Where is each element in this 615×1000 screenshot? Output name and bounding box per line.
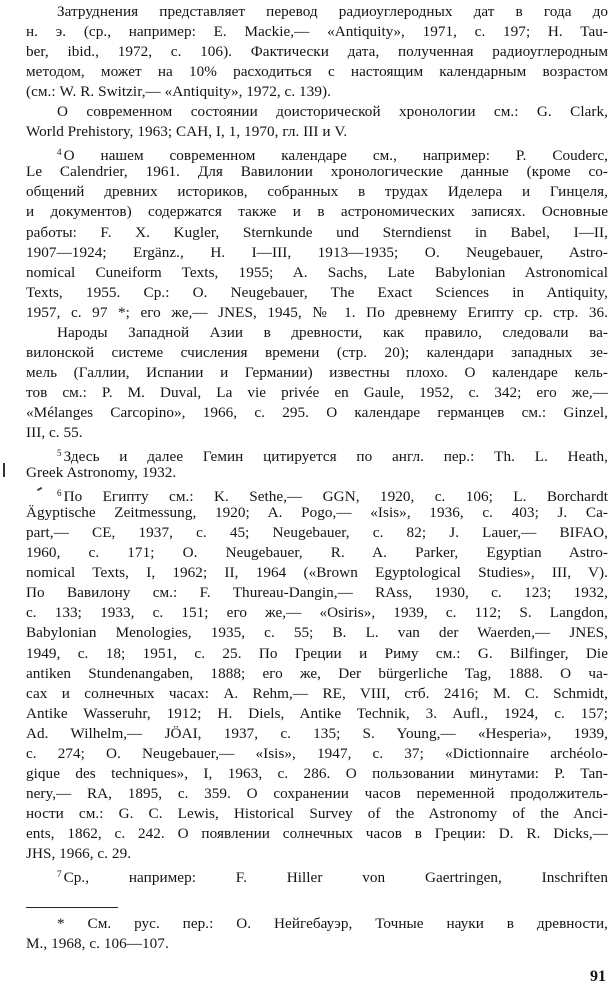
line-text: (см.: W. R. Switzir,— «Antiquity», 1972, с. 139).: [26, 83, 331, 101]
text-line: [26, 303, 608, 323]
line-text: ber, ibid., 1972, с. 106). Фактически дата, полученная радиоуглеродным: [26, 43, 608, 61]
text-line: [26, 2, 608, 22]
margin-mark: [3, 463, 5, 477]
line-text: «Mélanges Carcopino», 1966, с. 295. О календаре германцев см.: Ginzel,: [26, 403, 608, 421]
text-line: [26, 523, 608, 543]
text-line: [26, 383, 608, 403]
line-text: antiken Stundenangaben, 1888; его же, Der bürgerliche Tag, 1888. О ча-: [26, 664, 608, 682]
line-text: Babylonian Menologies, 1935, с. 55; B. L. van der Waerden,— JNES,: [26, 624, 608, 642]
footnote-number: 5: [57, 448, 62, 459]
line-text: 1907—1924; Ergänz., H. I—III, 1913—1935; O. Neugebauer, Astro-: [26, 243, 608, 261]
text-line: [26, 423, 608, 443]
text-line: [26, 563, 608, 583]
line-text: Ср., например: F. Hiller von Gaertringen, Inschriften: [63, 869, 608, 887]
text-line: [26, 463, 608, 483]
line-text: nomical Cuneiform Texts, 1955; A. Sachs, Late Babylonian Astronomical: [26, 263, 608, 281]
line-text: мель (Галлии, Испании и Германии) известны плохо. О календаре кель-: [26, 363, 608, 381]
text-line: [26, 664, 608, 684]
line-text: Ad. Wilhelm,— JÖAI, 1937, с. 135; S. Young,— «Hesperia», 1939,: [26, 724, 608, 742]
line-text: 1960, с. 171; O. Neugebauer, R. A. Parker, Egyptian Astro-: [26, 544, 608, 562]
text-line: [26, 804, 608, 824]
text-line: [26, 864, 608, 887]
text-line: [26, 824, 608, 844]
line-text: О нашем современном календаре см., например: P. Couderc,: [63, 147, 608, 165]
text-line: [26, 162, 608, 182]
line-text: Здесь и далее Гемин цитируется по англ. пер.: Th. L. Heath,: [63, 448, 608, 466]
text-line: [26, 122, 608, 142]
line-text: JHS, 1966, с. 29.: [26, 844, 132, 862]
text-line: [26, 764, 608, 784]
footnote-block: [26, 914, 608, 954]
line-text: * См. рус. пер.: О. Нейгебауэр, Точные науки в древности,: [57, 915, 608, 932]
text-line: [26, 443, 608, 466]
line-text: О современном состоянии доисторической хронологии см.: G. Clark,: [57, 103, 608, 121]
line-text: По Вавилону см.: F. Thureau-Dangin,— RAss, 1930, с. 123; 1932,: [26, 584, 608, 602]
footnote-number: 7: [57, 869, 62, 880]
text-line: [26, 934, 608, 954]
text-line: [26, 202, 608, 222]
line-text: 1957, с. 97 *; его же,— JNES, 1945, № 1. По древнему Египту ср. стр. 36.: [26, 303, 608, 321]
text-line: [26, 543, 608, 563]
text-line: [26, 503, 608, 523]
line-text: ents, 1862, с. 242. О появлении солнечных часов в Греции: D. R. Dicks,—: [26, 824, 608, 842]
text-line: [26, 82, 608, 102]
text-line: [26, 243, 608, 263]
line-text: М., 1968, с. 106—107.: [26, 935, 169, 953]
text-line: [26, 42, 608, 62]
line-text: Antike Wasseruhr, 1912; H. Diels, Antike Technik, 3. Aufl., 1924, с. 157;: [26, 704, 608, 722]
line-text: и документов) содержатся также и в астрономических записях. Основные: [26, 203, 608, 221]
line-text: nomical Texts, I, 1962; II, 1964 («Brown Egyptological Studies», III, V).: [26, 564, 608, 582]
line-text: Народы Западной Азии в древности, как правило, следовали ва-: [57, 323, 608, 341]
line-text: общений древних историков, собранных в трудах Иделера и Гинцеля,: [26, 183, 608, 201]
line-text: Texts, 1955. Ср.: O. Neugebauer, The Exact Sciences in Antiquity,: [26, 283, 608, 301]
text-line: [26, 644, 608, 664]
footnote-separator-rule: [26, 907, 118, 908]
line-text: методом, может на 10% расходиться с настоящим календарным возрастом: [26, 63, 608, 81]
line-text: работы: F. X. Kugler, Sternkunde und Sterndienst in Babel, I—II,: [26, 223, 608, 241]
text-line: [26, 744, 608, 764]
text-line: [26, 704, 608, 724]
text-line: [26, 182, 608, 202]
line-text: part,— CE, 1937, с. 45; Neugebauer, с. 82; J. Lauer,— BIFAO,: [26, 524, 608, 542]
text-line: [26, 914, 608, 934]
line-text: По Египту см.: K. Sethe,— GGN, 1920, с. 106; L. Borchardt: [63, 488, 608, 506]
line-text: Greek Astronomy, 1932.: [26, 464, 177, 482]
line-text: сах и солнечных часах: A. Rehm,— RE, VIII, стб. 2416; M. C. Schmidt,: [26, 684, 608, 702]
line-text: с. 133; 1933, с. 151; его же,— «Osiris», 1939, с. 112; S. Langdon,: [26, 604, 608, 622]
text-line: [26, 403, 608, 423]
line-text: gique des techniques», I, 1963, с. 286. О пользовании минутами: P. Tan-: [26, 764, 608, 782]
text-line: [26, 263, 608, 283]
text-line: [26, 102, 608, 122]
page-body: [26, 2, 608, 887]
line-text: с. 274; O. Neugebauer,— «Isis», 1947, с. 37; «Dictionnaire archéolo-: [26, 744, 608, 762]
text-line: [26, 283, 608, 303]
line-text: Затруднения представляет перевод радиоуглеродных дат в года до: [57, 3, 608, 20]
footnote-number: 4: [57, 147, 62, 158]
text-line: [26, 323, 608, 343]
line-text: III, с. 55.: [26, 423, 83, 441]
text-line: [26, 142, 608, 165]
page-number: 91: [590, 968, 606, 985]
text-line: [26, 724, 608, 744]
text-line: [26, 583, 608, 603]
line-text: н. э. (ср., например: E. Mackie,— «Antiquity», 1971, с. 197; H. Tau-: [26, 23, 608, 41]
text-line: [26, 363, 608, 383]
text-line: [26, 62, 608, 82]
text-line: [26, 483, 608, 506]
line-text: Le Calendrier, 1961. Для Вавилонии хронологические данные (кроме со-: [26, 163, 608, 181]
text-line: [26, 784, 608, 804]
text-line: [26, 22, 608, 42]
text-line: [26, 623, 608, 643]
footnote-number: 6: [57, 488, 62, 499]
text-line: [26, 343, 608, 363]
line-text: 1949, с. 18; 1951, с. 25. По Греции и Риму см.: G. Bilfinger, Die: [26, 644, 608, 662]
line-text: ности см.: G. C. Lewis, Historical Survey of the Astronomy of the Anci-: [26, 804, 608, 822]
line-text: тов см.: P. M. Duval, La vie privée en Gaule, 1952, с. 342; его же,—: [26, 383, 608, 401]
text-line: [26, 684, 608, 704]
line-text: World Prehistory, 1963; CAH, I, 1, 1970, гл. III и V.: [26, 123, 348, 141]
text-line: [26, 844, 608, 864]
text-line: [26, 223, 608, 243]
line-text: Ägyptische Zeitmessung, 1920; A. Pogo,— «Isis», 1936, с. 403; J. Ca-: [26, 504, 608, 522]
text-line: [26, 603, 608, 623]
line-text: вилонской системе счисления времени (стр. 20); календари западных зе-: [26, 343, 608, 361]
line-text: nery,— RA, 1895, с. 359. О сохранении часов переменной продолжитель-: [26, 784, 608, 802]
